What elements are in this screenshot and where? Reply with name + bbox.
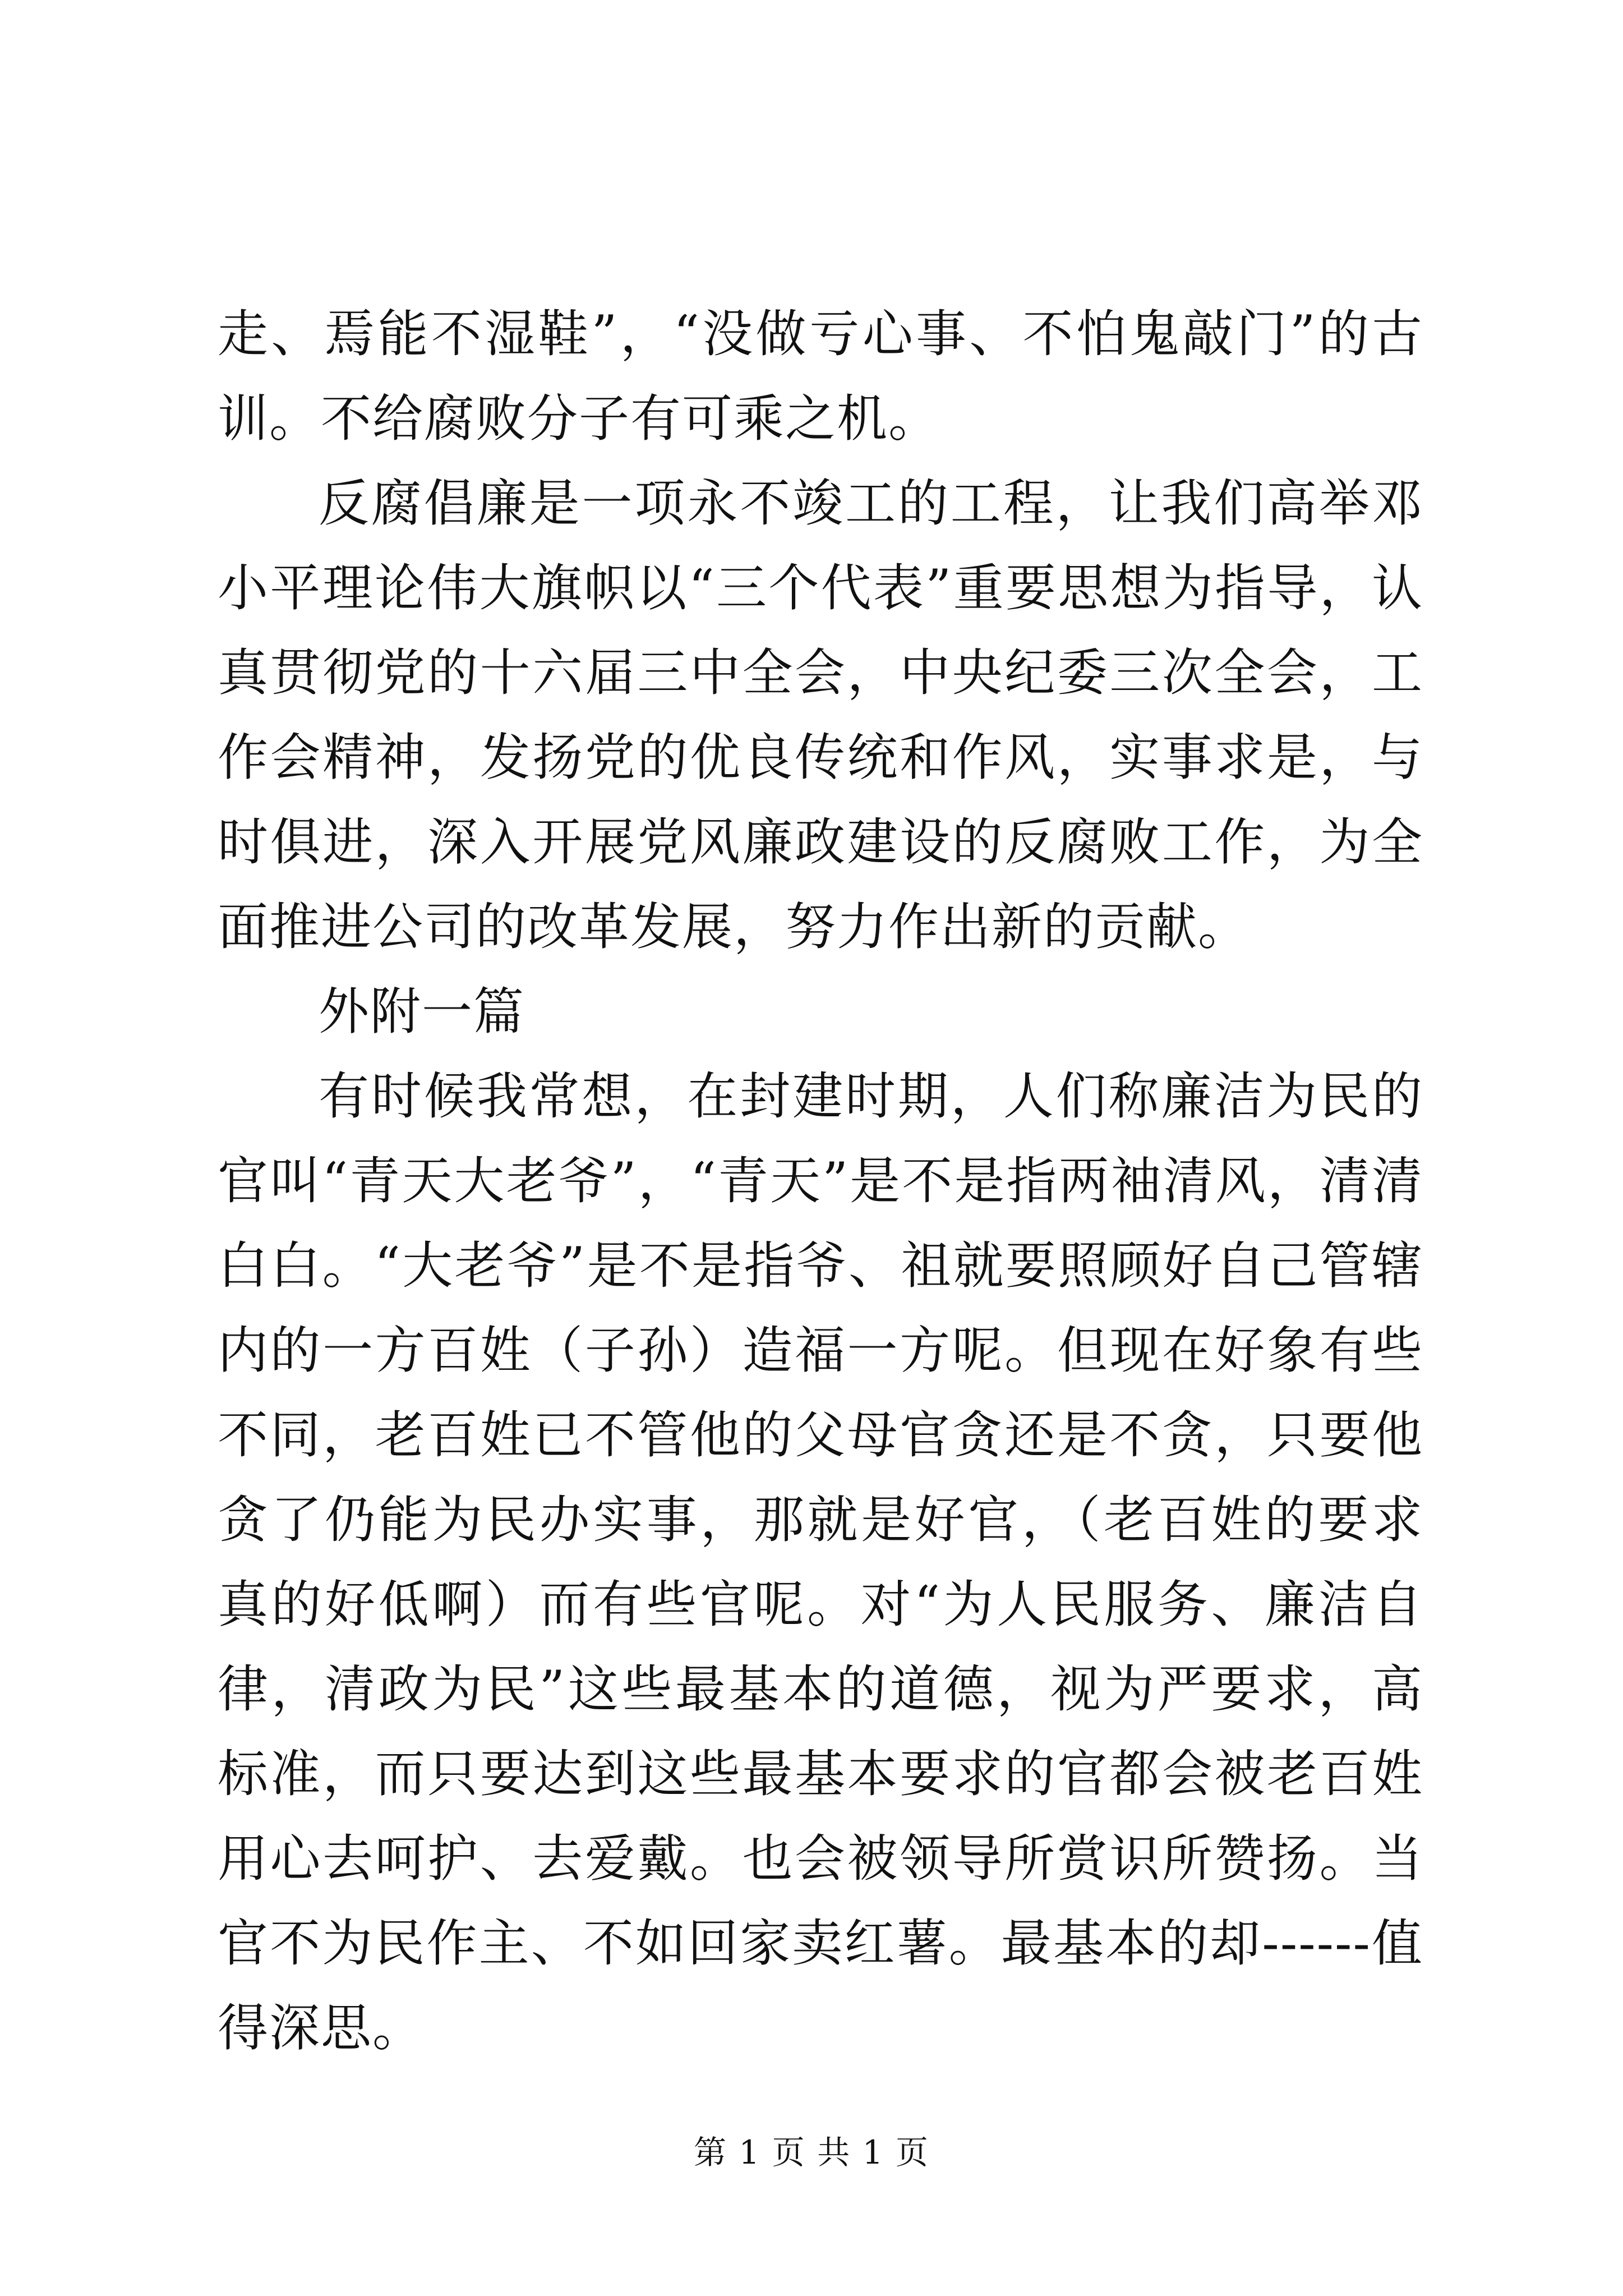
paragraph-continuation: 走、焉能不湿鞋”，“没做亏心事、不怕鬼敲门”的古训。不给腐败分子有可乘之机。 [218, 305, 1423, 448]
paragraph-appendix-heading: 外附一篇 [319, 982, 525, 1041]
page-footer: 第 1 页 共 1 页 [694, 2133, 929, 2171]
paragraph-anti-corruption: 反腐倡廉是一项永不竣工的工程，让我们高举邓小平理论伟大旗帜以“三个代表”重要思想为指导，认真贯彻党的十六届三中全会，中央纪委三次全会，工作会精神，发扬党的优良传统和作风，实事求是，与时俱进，深入开展党风廉政建设的反腐败工作，为全面推进公司的改革发展，努力作出新的贡献。 [218, 474, 1423, 956]
paragraph-appendix-body: 有时候我常想，在封建时期，人们称廉洁为民的官叫“青天大老爷”，“青天”是不是指两袖清风，清清白白。“大老爷”是不是指爷、祖就要照顾好自己管辖内的一方百姓（子孙）造福一方呢。但现在好象有些不同，老百姓已不管他的父母官贪还是不贪，只要他贪了仍能为民办实事，那就是好官，（老百姓的要求真的好低啊）而有些官呢。对“为人民服务、廉洁自律，清政为民”这些最基本的道德，视为严要求，高标准，而只要达到这些最基本要求的官都会被老百姓用心去呵护、去爱戴。也会被领导所赏识所赞扬。当官不为民作主、不如回家卖红薯。最基本的却------值得深思。 [218, 1067, 1423, 2058]
document-body [218, 292, 1423, 2070]
